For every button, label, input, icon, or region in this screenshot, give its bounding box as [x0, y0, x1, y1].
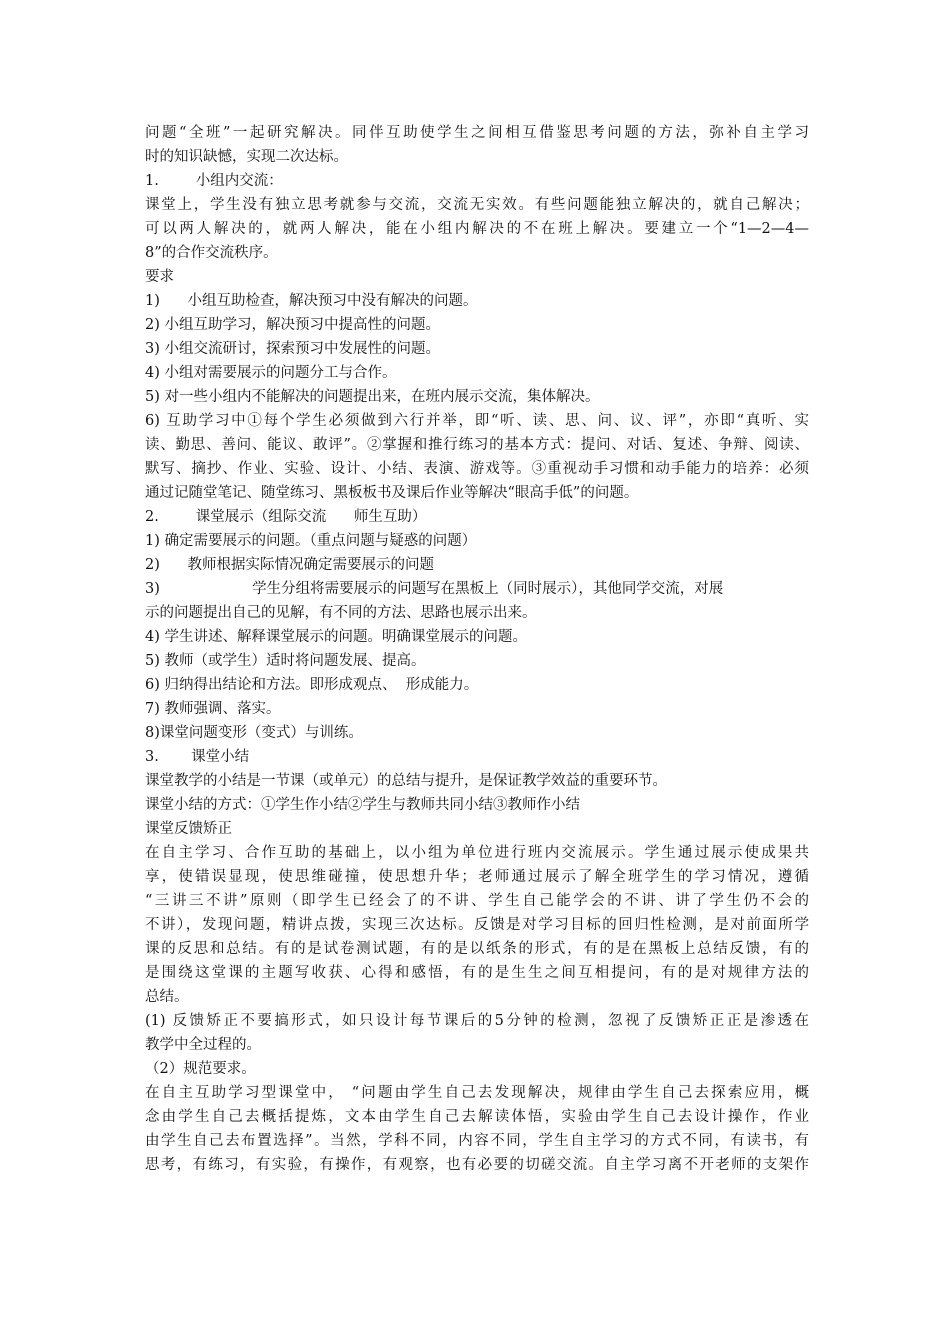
text-line: 5) 对一些小组内不能解决的问题提出来，在班内展示交流，集体解决。 [145, 389, 600, 405]
text-line: “三讲三不讲”原则（即学生已经会了的不讲、学生自己能学会的不讲、讲了学生仍不会的 [145, 893, 809, 909]
text-line: 1. 小组内交流： [145, 173, 283, 189]
text-line: (1) 反馈矫正不要搞形式，如只设计每节课后的5分钟的检测，忽视了反馈矫正正是渗透在 [145, 1013, 809, 1029]
text-line: 教学中全过程的。 [145, 1037, 261, 1053]
text-line: 1) 小组互助检查，解决预习中没有解决的问题。 [145, 293, 478, 309]
text-line: 思考，有练习，有实验，有操作，有观察，也有必要的切磋交流。自主学习离不开老师的支架作 [145, 1157, 809, 1173]
text-line: 课堂反馈矫正 [145, 821, 232, 837]
text-line: 不讲），发现问题，精讲点拨，实现三次达标。反馈是对学习目标的回归性检测，是对前面所学 [145, 917, 809, 933]
text-line: 3. 课堂小结 [145, 749, 250, 765]
text-line: 5) 教师（或学生）适时将问题发展、提高。 [145, 653, 426, 669]
text-line: 可以两人解决的，就两人解决，能在小组内解决的不在班上解决。要建立一个“1—2—4— [145, 221, 809, 237]
text-line: 4) 小组对需要展示的问题分工与合作。 [145, 365, 397, 381]
text-line: 读、勤思、善问、能议、敢评”。②掌握和推行练习的基本方式：提问、对话、复述、争辩、阅读、 [145, 437, 809, 453]
text-line: 总结。 [145, 989, 189, 1005]
text-line: 是围绕这堂课的主题写收获、心得和感悟，有的是生生之间互相提问，有的是对规律方法的 [145, 965, 809, 981]
text-line: 时的知识缺憾，实现二次达标。 [145, 149, 348, 165]
text-line: 2) 教师根据实际情况确定需要展示的问题 [145, 557, 435, 573]
text-line: 8”的合作交流秩序。 [145, 245, 278, 261]
text-line: 课的反思和总结。有的是试卷测试题，有的是以纸条的形式，有的是在黑板上总结反馈，有的 [145, 941, 809, 957]
text-line: 8)课堂问题变形（变式）与训练。 [145, 725, 363, 741]
text-line: 1) 确定需要展示的问题。（重点问题与疑惑的问题） [145, 533, 477, 549]
text-line: 4) 学生讲述、解释课堂展示的问题。明确课堂展示的问题。 [145, 629, 527, 645]
text-line: 3) 学生分组将需要展示的问题写在黑板上（同时展示），其他同学交流，对展 [145, 581, 724, 597]
text-line: 2. 课堂展示（组际交流 师生互助） [145, 509, 427, 525]
text-line: 课堂教学的小结是一节课（或单元）的总结与提升，是保证教学效益的重要环节。 [145, 773, 667, 789]
text-line: （2）规范要求。 [145, 1061, 256, 1077]
text-line: 在自主互助学习型课堂中， “问题由学生自己去发现解决，规律由学生自己去探索应用，概 [145, 1085, 809, 1101]
text-line: 7) 教师强调、落实。 [145, 701, 281, 717]
text-line: 6) 互助学习中①每个学生必须做到六行并举，即“听、读、思、问、议、评”，亦即“真听、实 [145, 413, 809, 429]
text-line: 6) 归纳得出结论和方法。即形成观点、 形成能力。 [145, 677, 479, 693]
text-line: 示的问题提出自己的见解，有不同的方法、思路也展示出来。 [145, 605, 537, 621]
text-line: 2) 小组互助学习，解决预习中提高性的问题。 [145, 317, 440, 333]
text-line: 享，使错误显现，使思维碰撞，使思想升华；老师通过展示了解全班学生的学习情况，遵循 [145, 869, 809, 885]
text-line: 由学生自己去布置选择”。当然，学科不同，内容不同，学生自主学习的方式不同，有读书，有 [145, 1133, 809, 1149]
text-line: 3) 小组交流研讨，探索预习中发展性的问题。 [145, 341, 440, 357]
text-line: 问题“全班”一起研究解决。同伴互助使学生之间相互借鉴思考问题的方法，弥补自主学习 [145, 125, 809, 141]
text-line: 要求 [145, 269, 174, 285]
text-line: 课堂小结的方式：①学生作小结②学生与教师共同小结③教师作小结 [145, 797, 580, 813]
text-line: 课堂上，学生没有独立思考就参与交流，交流无实效。有些问题能独立解决的，就自己解决； [145, 197, 809, 213]
text-line: 通过记随堂笔记、随堂练习、黑板板书及课后作业等解决“眼高手低”的问题。 [145, 485, 639, 501]
text-line: 默写、摘抄、作业、实验、设计、小结、表演、游戏等。③重视动手习惯和动手能力的培养：必须 [145, 461, 809, 477]
text-line: 念由学生自己去概括提炼，文本由学生自己去解读体悟，实验由学生自己去设计操作，作业 [145, 1109, 809, 1125]
document-page [145, 121, 809, 1177]
text-line: 在自主学习、合作互助的基础上，以小组为单位进行班内交流展示。学生通过展示使成果共 [145, 845, 809, 861]
